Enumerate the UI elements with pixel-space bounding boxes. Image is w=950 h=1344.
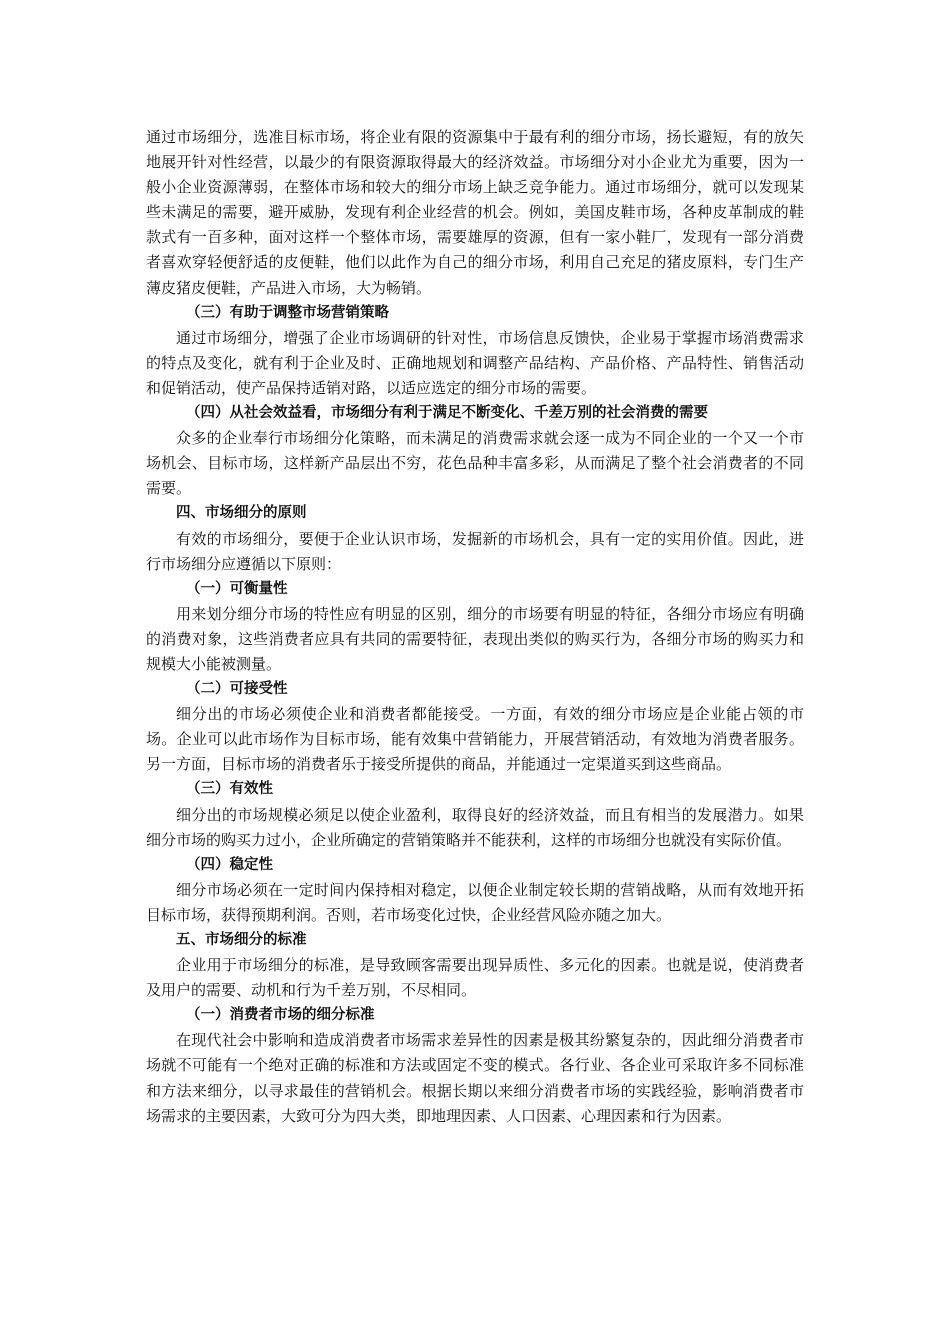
body-paragraph: 有效的市场细分，要便于企业认识市场，发掘新的市场机会，具有一定的实用价值。因此，进行市场细分应遵循以下原则： (146, 529, 804, 573)
body-paragraph: 通过市场细分，增强了企业市场调研的针对性，市场信息反馈快，企业易于掌握市场消费需求的特点及变化，就有利于企业及时、正确地规划和调整产品结构、产品价格、产品特性、销售活动和促销活动，使产品保持适销对路，以适应选定的细分市场的需要。 (146, 328, 804, 397)
section-heading: （三）有助于调整市场营销策略 (186, 304, 389, 321)
body-paragraph: 众多的企业奉行市场细分化策略，而未满足的消费需求就会逐一成为不同企业的一个又一个市场机会、目标市场，这样新产品层出不穷，花色品种丰富多彩，从而满足了整个社会消费者的不同需要。 (146, 429, 804, 498)
body-paragraph: 用来划分细分市场的特性应有明显的区别，细分的市场要有明显的特征，各细分市场应有明确的消费对象，这些消费者应具有共同的需要特征，表现出类似的购买行为，各细分市场的购买力和规模大小能被测量。 (146, 604, 804, 673)
body-paragraph: 在现代社会中影响和造成消费者市场需求差异性的因素是极其纷繁复杂的，因此细分消费者市场就不可能有一个绝对正确的标准和方法或固定不变的模式。各行业、各企业可采取许多不同标准和方法来细分，以寻求最佳的营销机会。根据长期以来细分消费者市场的实践经验，影响消费者市场需求的主要因素，大致可分为四大类，即地理因素、人口因素、心理因素和行为因素。 (146, 1031, 804, 1125)
body-paragraph: 细分出的市场必须使企业和消费者都能接受。一方面，有效的细分市场应是企业能占领的市场。企业可以此市场作为目标市场，能有效集中营销能力，开展营销活动，有效地为消费者服务。另一方面，目标市场的消费者乐于接受所提供的商品，并能通过一定渠道买到这些商品。 (146, 705, 804, 774)
body-paragraph: 细分市场必须在一定时间内保持相对稳定，以便企业制定较长期的营销战略，从而有效地开拓目标市场，获得预期利润。否则，若市场变化过快，企业经营风险亦随之加大。 (146, 880, 804, 924)
chapter-heading: 五、市场细分的标准 (176, 932, 307, 948)
chapter-heading: 四、市场细分的原则 (176, 505, 307, 522)
section-heading: （四）稳定性 (186, 856, 273, 873)
section-heading: （二）可接受性 (186, 681, 288, 698)
section-heading: （三）有效性 (186, 781, 273, 798)
section-heading: （四）从社会效益看，市场细分有利于满足不断变化、千差万别的社会消费的需要 (186, 405, 708, 422)
section-heading: （一）消费者市场的细分标准 (186, 1007, 375, 1024)
section-heading: （一）可衡量性 (186, 580, 288, 597)
body-paragraph: 细分出的市场规模必须足以使企业盈利，取得良好的经济效益，而且有相当的发展潜力。如果细分市场的购买力过小，企业所确定的营销策略并不能获利，这样的市场细分也就没有实际价值。 (146, 805, 804, 849)
body-paragraph: 通过市场细分，选准目标市场，将企业有限的资源集中于最有利的细分市场，扬长避短，有的放矢地展开针对性经营，以最少的有限资源取得最大的经济效益。市场细分对小企业尤为重要，因为一般小企业资源薄弱，在整体市场和较大的细分市场上缺乏竞争能力。通过市场细分，就可以发现某些未满足的需要，避开威胁，发现有利企业经营的机会。例如，美国皮鞋市场，各种皮革制成的鞋款式有一百多种，面对这样一个整体市场，需要雄厚的资源，但有一家小鞋厂，发现有一部分消费者喜欢穿轻便舒适的皮便鞋，他们以此作为自己的细分市场，利用自己充足的猪皮原料，专门生产薄皮猪皮便鞋，产品进入市场，大为畅销。 (146, 128, 804, 297)
body-paragraph: 企业用于市场细分的标准，是导致顾客需要出现异质性、多元化的因素。也就是说，使消费者及用户的需要、动机和行为千差万别，不尽相同。 (146, 956, 804, 1000)
document-page (146, 125, 804, 1129)
